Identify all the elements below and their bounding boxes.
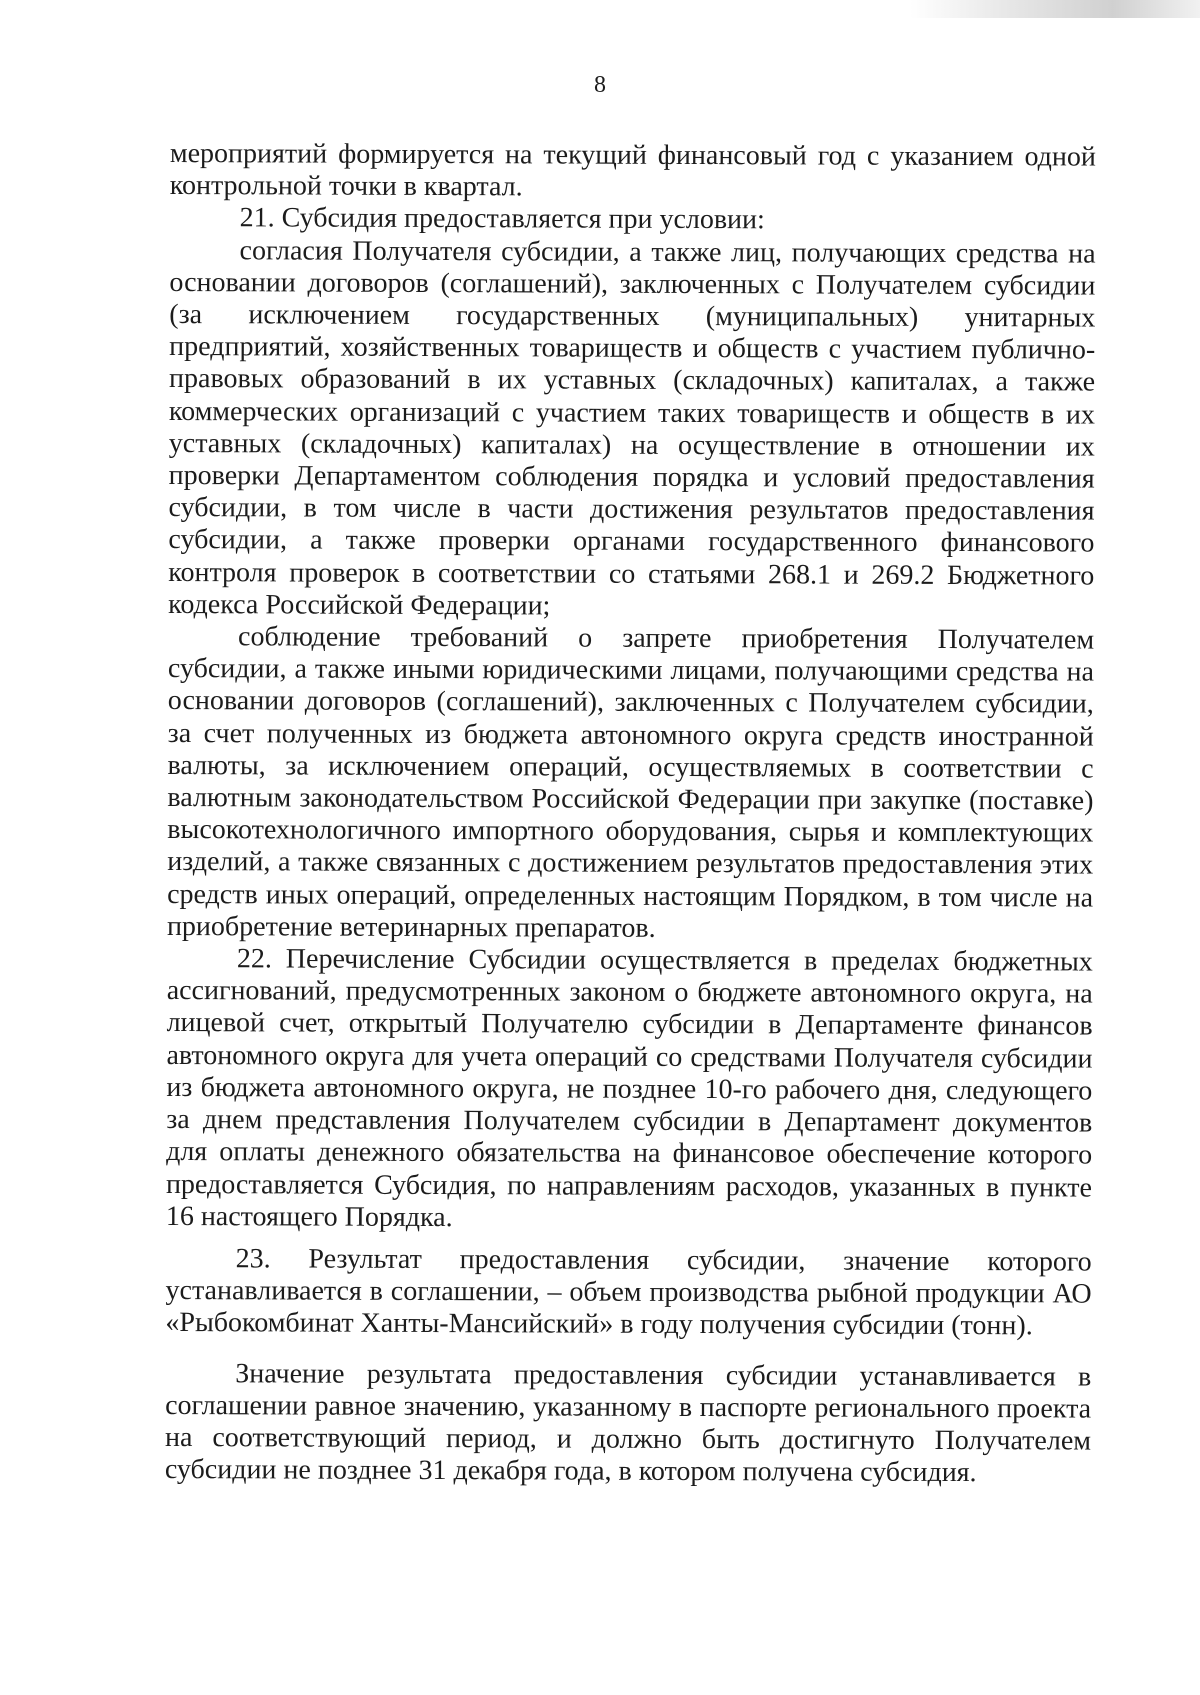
document-body xyxy=(165,138,1096,1490)
paragraph-item-22: 22. Перечисление Субсидии осуществляется в пределах бюджетных ассигнований, предусмотренных законом о бюджете автономного округа, на лицевой счет, открытый Получателю субсидии в Департаменте финансов автономного округа для учета операций со средствами Получателя субсидии из бюджета автономного округа, не позднее 10-го рабочего дня, следующего за днем представления Получателем субсидии в Департамент документов для оплаты денежного обязательства на финансовое обеспечение которого предоставляется Субсидия, по направлениям расходов, указанных в пункте 16 настоящего Порядка. xyxy=(165,943,1093,1233)
paragraph-item-21-currency: соблюдение требований о запрете приобретения Получателем субсидии, а также иными юридическими лицами, получающими средства на основании договоров (соглашений), заключенных с Получателем субсидии, за счет полученных из бюджета автономного округа средств иностранной валюты, за исключением операций, осуществляемых в соответствии с валютным законодательством Российской Федерации при закупке (поставке) высокотехнологичного импортного оборудования, сырья и комплектующих изделий, а также связанных с достижением результатов предоставления этих средств иных операций, определенных настоящим Порядком, в том числе на приобретение ветеринарных препаратов. xyxy=(166,621,1095,944)
paragraph-item-23-value: Значение результата предоставления субсидии устанавливается в соглашении равное значению, указанному в паспорте регионального проекта на соответствующий период, и должно быть достигнуто Получателем субсидии не позднее 31 декабря года, в котором получена субсидия. xyxy=(164,1357,1092,1489)
scan-edge-artifact xyxy=(910,0,1200,18)
paragraph-item-21: 21. Субсидия предоставляется при условии: xyxy=(239,202,765,236)
paragraph-item-21-consent: согласия Получателя субсидии, а также лиц, получающих средства на основании договоров (соглашений), заключенных с Получателем субсидии (за исключением государственных (муниципальных) унитарных предприятий, хозяйственных товариществ и обществ с участием публично-правовых образований в их уставных (складочных) капиталах, а также коммерческих организаций с участием таких товариществ и обществ в их уставных (складочных) капиталах) на осуществление в отношении их проверки Департаментом соблюдения порядка и условий предоставления субсидии, в том числе в части достижения результатов предоставления субсидии, а также проверки органами государственного финансового контроля проверок в соответствии со статьями 268.1 и 269.2 Бюджетного кодекса Российской Федерации; xyxy=(168,234,1096,622)
paragraph-continuation: мероприятий формируется на текущий финансовый год с указанием одной контрольной точки в квартал. xyxy=(169,138,1096,203)
page-number: 8 xyxy=(594,72,606,98)
paragraph-item-23: 23. Результат предоставления субсидии, значение которого устанавливается в соглашении, – объем производства рыбной продукции АО «Рыбокомбинат Ханты-Мансийский» в году получения субсидии (тонн). xyxy=(165,1243,1092,1342)
